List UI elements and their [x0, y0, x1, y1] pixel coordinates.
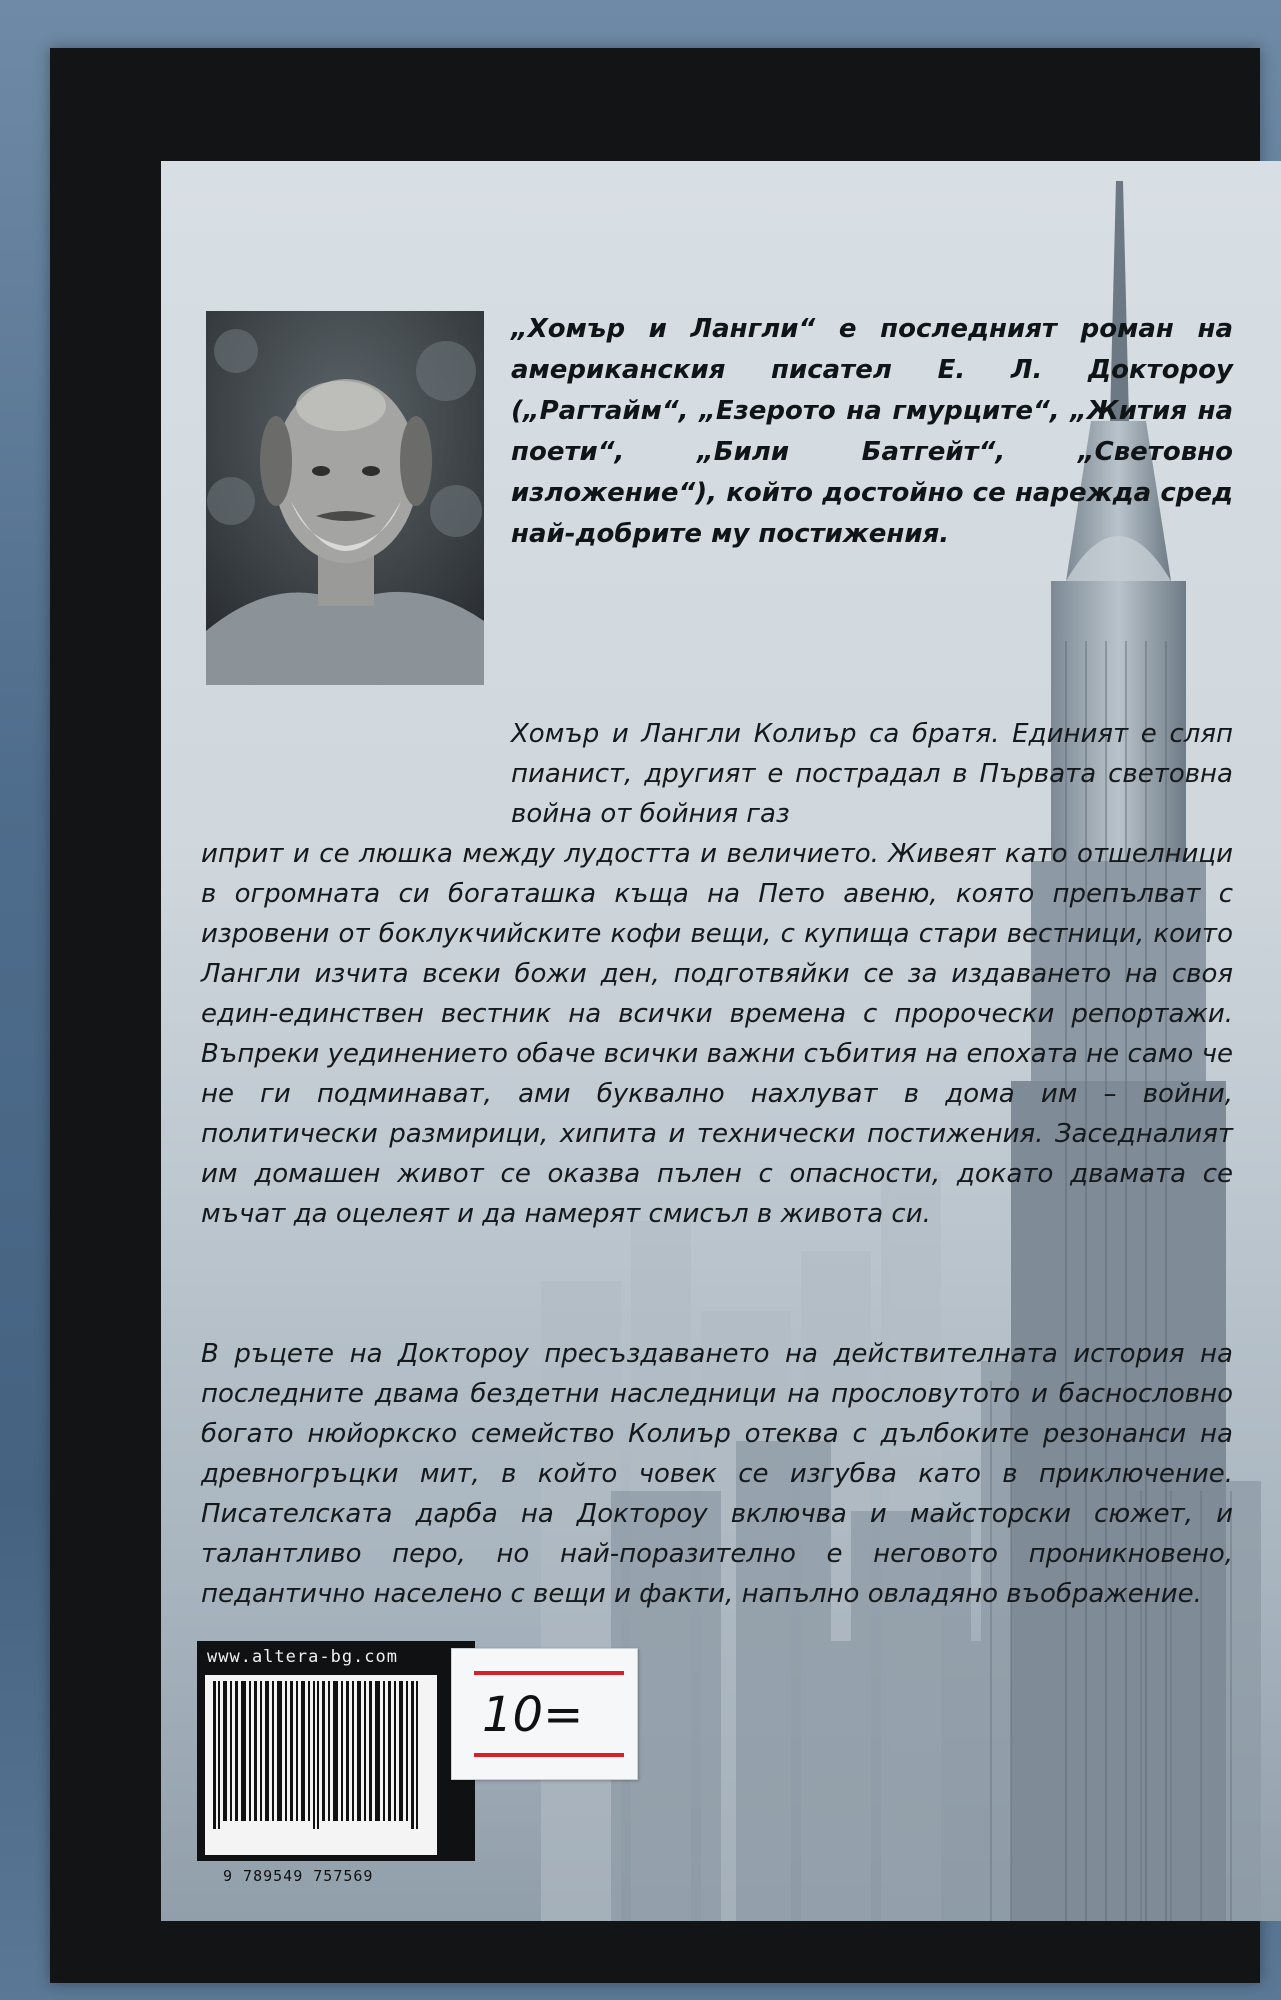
isbn-digits: 9 789549 757569 [223, 1867, 374, 1885]
description-paragraph-1b: иприт и се люшка между лудостта и величието. Живеят като отшелници в огромната си богаташка къща на Пето авеню, която препълват с изровени от боклукчийските кофи вещи, с купища стари вестници, които Лангли изчита всеки божи ден, подготвяйки се за издаването на своя един-единствен вестник на всички времена с пророчески репортажи. Въпреки уединението обаче всички важни събития на епохата не само че не ги подминават, ами буквално нахлуват в дома им – войни, политически размирици, хипита и технически постижения. Заседналият им домашен живот се оказва пълен с опасности, докато двамата се мъчат да оцелеят и да намерят смисъл в живота си. [201, 839, 1233, 1229]
barcode-area [205, 1675, 437, 1885]
description-paragraph-1a: Хомър и Лангли Колиър са братя. Единият е сляп пианист, другият е пострадал в Първата световна война от бойния газ [511, 719, 1233, 829]
blurb-paragraph: „Хомър и Лангли“ е последният роман на американския писател Е. Л. Доктороу („Рагтайм“, „Езерото на гмурците“, „Жития на поети“, „Били Батгейт“, „Световно изложение“), който достойно се нарежда сред най-добрите му постижения. [511, 314, 1233, 549]
author-portrait [206, 311, 484, 685]
barcode-bars [205, 1675, 437, 1835]
description-paragraph-2: В ръцете на Доктороу пресъздаването на действителната история на последните двама бездетни наследници на прословутото и баснословно богато нюйоркско семейство Колиър отеква с дълбоките резонанси на древногръцки мит, в който човек се изгубва като в приключение. Писателската дарба на Доктороу включва и майсторски сюжет, и талантливо перо, но най-поразително е неговото проникновено, педантично населено с вещи и факти, напълно овладяно въображение. [201, 1339, 1233, 1609]
price-sticker [451, 1648, 638, 1780]
price-sticker-top-line [474, 1671, 624, 1675]
barcode-box [197, 1641, 475, 1885]
price-sticker-bottom-line [474, 1753, 624, 1757]
book-back-cover [50, 48, 1260, 1983]
cover-panel [161, 161, 1281, 1921]
price-value: 10= [482, 1687, 584, 1743]
publisher-url: www.altera-bg.com [207, 1647, 398, 1667]
